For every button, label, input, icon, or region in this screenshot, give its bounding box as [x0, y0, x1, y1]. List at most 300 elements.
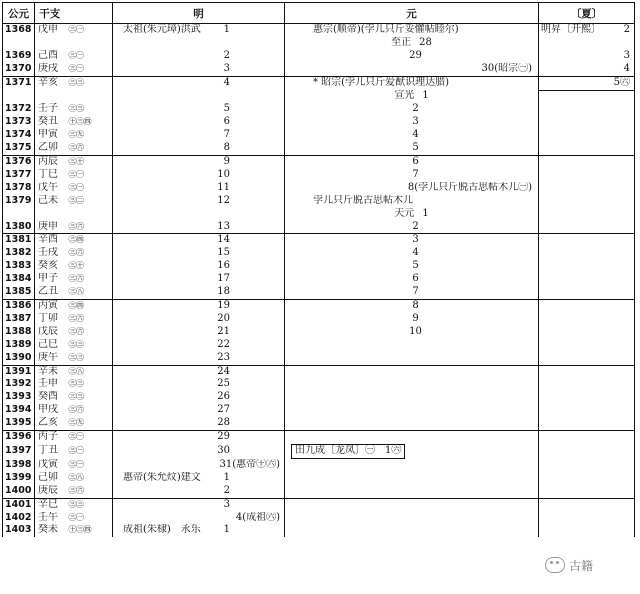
year-value: 1391	[5, 365, 32, 377]
ming-cell	[113, 195, 285, 208]
table-row	[3, 391, 635, 404]
year-value: 1376	[5, 156, 32, 168]
yuan-year: 3	[412, 116, 419, 128]
ganzhi-cell	[35, 195, 65, 208]
yuan-cell	[285, 391, 539, 404]
ming-year: 7	[223, 129, 230, 141]
ganzhi-value: 癸酉	[38, 391, 58, 403]
ganzhi-value: 己未	[38, 194, 58, 206]
year-value: 1368	[5, 24, 32, 35]
ganzhi-cell	[35, 50, 65, 63]
marks-value: ㊂㊅	[68, 248, 84, 258]
marks-cell	[65, 378, 113, 391]
yuan-cell	[285, 313, 539, 326]
year-value: 1383	[5, 260, 32, 272]
year-value: 1402	[5, 511, 32, 523]
yuan-cell	[285, 260, 539, 273]
ming-cell	[113, 273, 285, 286]
ming-cell	[113, 472, 285, 485]
ming-year: 16	[217, 260, 230, 272]
ganzhi-value: 壬午	[38, 511, 58, 523]
year-cell	[3, 352, 35, 365]
year-cell	[3, 417, 35, 430]
yuan-year: 6	[412, 156, 419, 168]
marks-cell	[65, 24, 113, 37]
marks-cell	[65, 352, 113, 365]
ganzhi-cell	[35, 63, 65, 76]
ming-year: 10	[217, 168, 230, 180]
xia-cell	[539, 485, 635, 498]
yuan-cell	[285, 247, 539, 260]
ganzhi-value: 己酉	[38, 49, 58, 61]
ming-cell	[113, 286, 285, 299]
ganzhi-cell	[35, 431, 65, 444]
yuan-cell	[285, 417, 539, 430]
ganzhi-cell	[35, 472, 65, 485]
year-cell	[3, 524, 35, 537]
yuan-cell	[285, 50, 539, 63]
year-cell	[3, 116, 35, 129]
marks-cell	[65, 417, 113, 430]
ming-year: 25	[217, 378, 230, 390]
ming-cell	[113, 90, 285, 103]
marks-value: ㊉㊂㊃	[68, 117, 91, 127]
ming-cell	[113, 404, 285, 417]
marks-cell	[65, 103, 113, 116]
year-cell	[3, 444, 35, 459]
year-value: 1369	[5, 49, 32, 61]
yuan-cell	[285, 24, 539, 37]
year-cell	[3, 50, 35, 63]
yuan-cell	[285, 90, 539, 103]
ming-year: 1	[223, 24, 230, 35]
yuan-year: 28	[419, 36, 432, 48]
xia-year: 2	[623, 24, 630, 35]
marks-value: ㊂㊂	[68, 379, 84, 389]
table-row	[3, 208, 635, 221]
table-row	[3, 103, 635, 116]
ganzhi-value: 甲子	[38, 273, 58, 285]
yuan-cell	[285, 286, 539, 299]
ming-year: 1	[223, 471, 230, 483]
table-row	[3, 404, 635, 417]
year-cell	[3, 169, 35, 182]
marks-value: ㊂㊅	[68, 405, 84, 415]
xia-cell	[539, 76, 635, 90]
year-cell	[3, 404, 35, 417]
marks-cell	[65, 472, 113, 485]
ganzhi-cell	[35, 37, 65, 50]
ming-cell	[113, 129, 285, 142]
year-value: 1392	[5, 378, 32, 390]
table-row	[3, 485, 635, 498]
chronology-table	[2, 2, 635, 537]
ganzhi-value: 丁巳	[38, 168, 58, 180]
ming-year: 26	[217, 391, 230, 403]
ganzhi-value: 甲寅	[38, 129, 58, 141]
ming-cell	[113, 352, 285, 365]
xia-cell	[539, 260, 635, 273]
year-cell	[3, 431, 35, 444]
marks-cell	[65, 326, 113, 339]
ming-year: 30	[217, 444, 230, 456]
xia-cell	[539, 103, 635, 116]
marks-cell	[65, 234, 113, 247]
yuan-cell	[285, 512, 539, 525]
yuan-cell	[285, 485, 539, 498]
yuan-cell	[285, 208, 539, 221]
ming-cell	[113, 182, 285, 195]
ming-year: 5	[223, 103, 230, 115]
yuan-year: 30(昭宗㊀)	[481, 62, 532, 74]
marks-cell	[65, 444, 113, 459]
year-cell	[3, 326, 35, 339]
year-value: 1377	[5, 168, 32, 180]
ming-year: 6	[223, 116, 230, 128]
xia-cell	[539, 116, 635, 129]
year-value: 1373	[5, 116, 32, 128]
table-row	[3, 498, 635, 511]
marks-value: ㊂㊃	[68, 235, 84, 245]
ganzhi-value: 癸未	[38, 524, 58, 536]
xia-year: 4	[623, 62, 630, 74]
ganzhi-cell	[35, 417, 65, 430]
xia-cell	[539, 208, 635, 221]
year-cell	[3, 76, 35, 90]
year-value: 1397	[5, 444, 32, 456]
ming-year: 1	[223, 524, 230, 536]
ming-year: 8	[223, 142, 230, 154]
ganzhi-cell	[35, 260, 65, 273]
ganzhi-value: 己巳	[38, 338, 58, 350]
yuan-cell	[285, 76, 539, 90]
ganzhi-cell	[35, 116, 65, 129]
xia-cell	[539, 339, 635, 352]
yuan-year: 6	[412, 273, 419, 285]
ganzhi-value: 乙亥	[38, 417, 58, 429]
marks-cell	[65, 169, 113, 182]
ming-year: 21	[217, 325, 230, 337]
year-cell	[3, 286, 35, 299]
ganzhi-cell	[35, 247, 65, 260]
year-value: 1372	[5, 103, 32, 115]
ming-year: 31(惠帝㊉㊅)	[219, 458, 280, 470]
yuan-cell	[285, 234, 539, 247]
ganzhi-value: 庚辰	[38, 484, 58, 496]
xia-year: 3	[623, 49, 630, 61]
ming-cell	[113, 326, 285, 339]
ganzhi-value: 庚申	[38, 220, 58, 232]
year-cell	[3, 90, 35, 103]
ganzhi-cell	[35, 182, 65, 195]
year-value: 1370	[5, 62, 32, 74]
marks-cell	[65, 37, 113, 50]
marks-cell	[65, 260, 113, 273]
marks-cell	[65, 431, 113, 444]
ming-year: 13	[217, 220, 230, 232]
yuan-cell	[285, 37, 539, 50]
table-row	[3, 90, 635, 103]
marks-cell	[65, 391, 113, 404]
marks-cell	[65, 524, 113, 537]
yuan-reign: * 昭宗(孛儿只斤爱猷识理达腊)	[313, 76, 449, 88]
table-row	[3, 116, 635, 129]
yuan-cell	[285, 459, 539, 472]
table-row	[3, 339, 635, 352]
yuan-cell	[285, 524, 539, 537]
year-cell	[3, 273, 35, 286]
marks-cell	[65, 247, 113, 260]
marks-cell	[65, 498, 113, 511]
table-row	[3, 417, 635, 430]
xia-cell	[539, 37, 635, 50]
ganzhi-value: 甲戌	[38, 404, 58, 416]
ganzhi-value: 癸亥	[38, 260, 58, 272]
year-value: 1381	[5, 234, 32, 246]
table-row	[3, 459, 635, 472]
xia-cell	[539, 156, 635, 169]
year-value: 1382	[5, 247, 32, 259]
ming-year: 20	[217, 312, 230, 324]
yuan-cell	[285, 378, 539, 391]
marks-value: ㊂㊂	[68, 499, 84, 509]
ming-cell	[113, 485, 285, 498]
marks-cell	[65, 221, 113, 234]
ganzhi-cell	[35, 221, 65, 234]
ming-year: 18	[217, 286, 230, 298]
yuan-cell	[285, 129, 539, 142]
ming-cell	[113, 339, 285, 352]
year-cell	[3, 365, 35, 378]
ming-cell	[113, 313, 285, 326]
year-value: 1399	[5, 471, 32, 483]
table-row	[3, 260, 635, 273]
xia-cell	[539, 391, 635, 404]
ming-year: 24	[217, 365, 230, 377]
ganzhi-value: 辛亥	[38, 76, 58, 88]
year-value: 1386	[5, 300, 32, 312]
yuan-year: 8(孛儿只斤脱古思帖木儿㊀)	[407, 181, 532, 193]
ganzhi-cell	[35, 76, 65, 90]
ganzhi-cell	[35, 142, 65, 155]
yuan-cell	[285, 63, 539, 76]
xia-cell	[539, 472, 635, 485]
ming-year: 28	[217, 417, 230, 429]
marks-value: ㊂㊂	[68, 392, 84, 402]
ganzhi-value: 戊申	[38, 24, 58, 35]
ming-cell	[113, 221, 285, 234]
marks-value: ㊂㊂	[68, 352, 84, 362]
ming-cell	[113, 524, 285, 537]
year-cell	[3, 459, 35, 472]
marks-value: ㊂㊀	[68, 512, 84, 522]
table-row	[3, 273, 635, 286]
ming-cell	[113, 24, 285, 37]
header-ming: 明	[113, 3, 285, 24]
ganzhi-cell	[35, 524, 65, 537]
marks-value: ㊂㊀	[68, 182, 84, 192]
ganzhi-cell	[35, 498, 65, 511]
xia-cell	[539, 142, 635, 155]
ganzhi-cell	[35, 300, 65, 313]
marks-cell	[65, 273, 113, 286]
yuan-cell	[285, 404, 539, 417]
marks-value: ㊂㊅	[68, 485, 84, 495]
ganzhi-cell	[35, 444, 65, 459]
ming-cell	[113, 169, 285, 182]
marks-value: ㊂㊀	[68, 50, 84, 60]
marks-value: ㊂㊂	[68, 77, 84, 87]
marks-cell	[65, 339, 113, 352]
yuan-year: 9	[412, 312, 419, 324]
xia-cell	[539, 498, 635, 511]
marks-cell	[65, 129, 113, 142]
ming-cell	[113, 116, 285, 129]
ming-cell	[113, 63, 285, 76]
marks-value: ㊂㊀	[68, 25, 84, 34]
ganzhi-value: 戊寅	[38, 458, 58, 470]
ganzhi-cell	[35, 234, 65, 247]
xia-year: 5㊅	[613, 76, 630, 88]
yuan-reign: 天元	[394, 207, 415, 219]
ming-year: 4(成祖㊅)	[235, 511, 280, 523]
yuan-cell	[285, 221, 539, 234]
marks-cell	[65, 404, 113, 417]
yuan-year: 10	[409, 325, 422, 337]
year-cell	[3, 37, 35, 50]
ganzhi-cell	[35, 156, 65, 169]
xia-cell	[539, 50, 635, 63]
ganzhi-value: 辛未	[38, 365, 58, 377]
ming-year: 19	[217, 300, 230, 312]
marks-value: ㊂㊅	[68, 143, 84, 153]
year-value: 1396	[5, 431, 32, 443]
ganzhi-value: 乙卯	[38, 142, 58, 154]
yuan-reign: 惠宗(顺帝)(孛儿只斤妥懽帖睦尔)	[313, 24, 459, 35]
ganzhi-cell	[35, 339, 65, 352]
yuan-year: 4	[412, 129, 419, 141]
yuan-cell	[285, 156, 539, 169]
ming-reign: 惠帝(朱允炆)建文	[123, 471, 201, 483]
ming-cell	[113, 365, 285, 378]
ming-cell	[113, 37, 285, 50]
header-year: 公元	[3, 3, 35, 24]
year-value: 1375	[5, 142, 32, 154]
ming-year: 29	[217, 431, 230, 443]
ganzhi-value: 辛巳	[38, 498, 58, 510]
ming-year: 12	[217, 194, 230, 206]
ganzhi-value: 壬子	[38, 103, 58, 115]
table-row	[3, 365, 635, 378]
xia-cell	[539, 365, 635, 378]
yuan-reign: 孛儿只斤脱古思帖木儿	[313, 194, 413, 206]
ming-cell	[113, 300, 285, 313]
xia-cell	[539, 404, 635, 417]
year-cell	[3, 63, 35, 76]
ganzhi-cell	[35, 169, 65, 182]
year-cell	[3, 498, 35, 511]
ganzhi-value: 庚午	[38, 351, 58, 363]
marks-cell	[65, 90, 113, 103]
yuan-year: 7	[412, 286, 419, 298]
yuan-cell	[285, 339, 539, 352]
marks-value: ㊂㊀	[68, 459, 84, 469]
yuan-year: 1	[422, 90, 429, 102]
year-value: 1379	[5, 194, 32, 206]
table-row	[3, 326, 635, 339]
yuan-cell	[285, 103, 539, 116]
xia-cell	[539, 90, 635, 103]
yuan-cell	[285, 326, 539, 339]
ganzhi-cell	[35, 485, 65, 498]
table-row	[3, 352, 635, 365]
marks-value: ㊂㊈	[68, 418, 84, 428]
ganzhi-cell	[35, 24, 65, 37]
wechat-icon	[545, 557, 565, 573]
xia-cell	[539, 417, 635, 430]
ganzhi-cell	[35, 286, 65, 299]
yuan-cell	[285, 472, 539, 485]
ming-cell	[113, 208, 285, 221]
year-cell	[3, 221, 35, 234]
yuan-cell	[285, 142, 539, 155]
year-value: 1403	[5, 524, 32, 536]
ming-reign: 太祖(朱元璋)洪武	[123, 24, 201, 35]
marks-value: ㊂㊃	[68, 301, 84, 311]
ganzhi-value: 癸丑	[38, 116, 58, 128]
xia-cell	[539, 459, 635, 472]
marks-cell	[65, 300, 113, 313]
year-cell	[3, 234, 35, 247]
ming-year: 4	[223, 76, 230, 88]
year-value: 1371	[5, 76, 32, 88]
ganzhi-value: 丁丑	[38, 444, 58, 456]
xia-cell	[539, 195, 635, 208]
xia-cell	[539, 234, 635, 247]
header-yuan: 元	[285, 3, 539, 24]
year-cell	[3, 512, 35, 525]
xia-cell	[539, 129, 635, 142]
ming-cell	[113, 156, 285, 169]
yuan-cell	[285, 273, 539, 286]
marks-value: ㊂㊀	[68, 445, 84, 455]
ming-year: 2	[223, 49, 230, 61]
ming-year: 27	[217, 404, 230, 416]
marks-cell	[65, 76, 113, 90]
table-row	[3, 512, 635, 525]
table-row	[3, 221, 635, 234]
year-cell	[3, 247, 35, 260]
table-row	[3, 444, 635, 459]
xia-cell	[539, 512, 635, 525]
xia-cell	[539, 273, 635, 286]
marks-cell	[65, 313, 113, 326]
yuan-cell	[285, 444, 539, 459]
table-row	[3, 313, 635, 326]
ming-cell	[113, 512, 285, 525]
year-value: 1390	[5, 351, 32, 363]
marks-value: ㊂㊅	[68, 221, 84, 231]
ganzhi-value: 壬申	[38, 378, 58, 390]
ming-cell	[113, 260, 285, 273]
marks-value: ㊂㊅	[68, 313, 84, 323]
yuan-year: 7	[412, 168, 419, 180]
table-row	[3, 247, 635, 260]
yuan-cell	[285, 365, 539, 378]
xia-cell	[539, 169, 635, 182]
ming-cell	[113, 247, 285, 260]
marks-value: ㊂㊉	[68, 157, 84, 167]
